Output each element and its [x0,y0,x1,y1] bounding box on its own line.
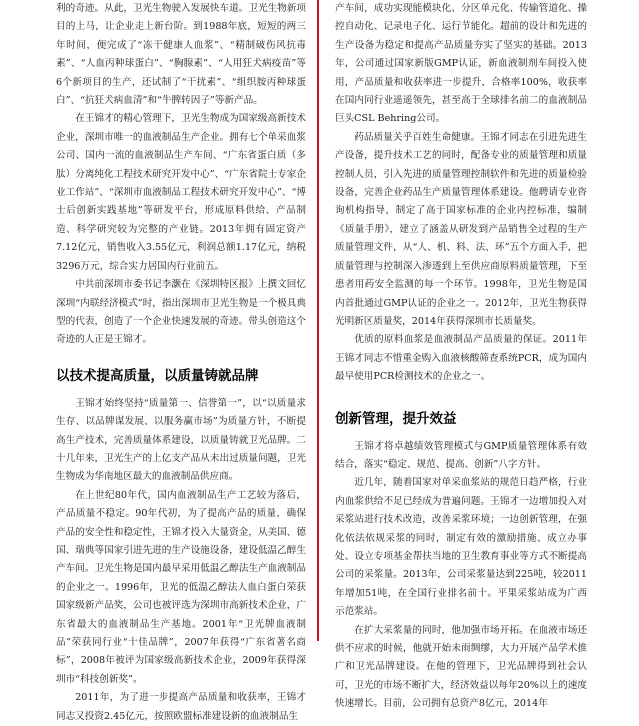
section-heading-quality: 以技术提高质量，以质量铸就品牌 [56,367,259,384]
paragraph: 优质的原料血浆是血液制品产品质量的保证。2011年王锦才同志不惜重金购入血液核酸筛查系统PCR，成为国内最早使用PCR检测技术的企业之一。 [335,334,587,383]
paragraph: 药品质量关乎百姓生命健康。王锦才同志在引进先进生产设备，提升技术工艺的同时，配备专业的质量管理和质量控制人员，引入先进的质量管理控制软件和先进的质量检验设备，完善企业药品生产质量管理体系建设。他聘请专业咨询机构指导，制定了高于国家标准的企业内控标准，编制《质量手册》，建立了涵盖从研发到产品销售全过程的生产质量管理文件，从“人、机、料、法、环”五个方面入手，把质量管理与控制深入渗透到上至供应商原料质量管理，下至患者用药安全监测的每一个环节。1998年，卫光生物是国内首批通过GMP认证的企业之一。2012年，卫光生物获得光明新区质量奖，2014年获得深圳市长质量奖。 [335,131,587,327]
paragraph: 产车间，成功实现能模块化、分区单元化、传输管道化、操控自动化、记录电子化、运行节能化。超前的设计和先进的生产设备为稳定和提高产品质量夯实了坚实的基础。2013年，公司通过国家新版GMP认证，新血液制剂车间投入使用，产品质量和收获率进一步提升，合格率100%，收获率在国内同行业遥遥领先，甚至高于全球排名前二的血液制品巨头CSL Behring公司。 [335,3,587,125]
paragraph: 王锦才始终坚持“质量第一、信誉第一”，以“以质量求生存、以品牌谋发展、以服务赢市场”为质量方针，不断提高生产技术，完善质量体系建设，以质量铸就卫光品牌。二十几年来，卫光生产的上亿支产品从未出过质量问题，卫光生物成为华南地区最大的血液制品供应商。 [56,397,306,483]
paragraph: 近几年，随着国家对单采血浆站的规范日趋严格，行业内血浆供给不足已经成为普遍问题。王锦才一边增加投入对采浆站进行技术改造，改善采浆环境；一边创新管理，在强化依法依规采浆的同时，制定有效的激励措施、成立办事处、设立专项基金帮扶当地的卫生教育事业等方式不断提高公司的采浆量。2013年，公司采浆量达到225吨，较2011年增加51吨，在全国行业排名前十。平果采浆站成为广西示范浆站。 [335,477,587,618]
left-column [56,0,306,722]
paragraph: 中共前深圳市委书记李灏在《深圳特区报》上撰文回忆深圳“内联经济模式”时，指出深圳市卫光生物是一个极具典型的代表，创造了一个企业快速发展的奇迹。带头创造这个奇迹的人正是王锦才。 [56,279,306,346]
paragraph: 2011年，为了进一步提高产品质量和收获率，王锦才同志又投资2.45亿元，按照欧盟标准建设新的血液制品生 [56,692,306,722]
section-heading-management: 创新管理，提升效益 [335,410,457,427]
paragraph: 利的奇迹。从此，卫光生物驶入发展快车道。卫光生物新项目的上马，让企业走上新台阶。到1988年底，短短的两三年时间，便完成了“冻干健康人血浆”、“精制破伤风抗毒素”、“人血丙种球蛋白”、“胸腺素”、“人用狂犬病疫苗”等6个新项目的生产，还试制了“干扰素”、“组织胺丙种球蛋白”、“抗狂犬病血清”和“牛脾转因子”等新产品。 [56,3,306,107]
paragraph: 在扩大采浆量的同时，他加强市场开拓。在血液市场还供不应求的时候，他就开始未雨绸缪，大力开展产品学术推广和卫光品牌建设。在他的管理下，卫光品牌得到社会认可，卫光的市场不断扩大，经济效益以每年20%以上的速度快速增长。目前，公司拥有总资产8亿元，2014年 [335,624,587,710]
paragraph: 在上世纪80年代，国内血液制品生产工艺较为落后，产品质量不稳定。90年代初，为了提高产品的质量，确保产品的安全性和稳定性，王锦才投入大量资金，从美国、德国、瑞典等国家引进先进的生产设施设备，建设低温乙醇生产车间。卫光生物是国内最早采用低温乙醇法生产血液制品的企业之一。1996年，卫光的低温乙醇法人血白蛋白荣获国家级新产品奖，公司也被评选为深圳市高新技术企业，广东省最大的血液制品生产基地。2001年“卫光牌血液制品”荣获同行业“十佳品牌”，2007年获得“广东省著名商标”，2008年被评为国家级高新技术企业，2009年获得深圳市“科技创新奖”。 [56,489,306,685]
paragraph: 王锦才将卓越绩效管理模式与GMP质量管理体系有效结合，落实“稳定、规范、提高、创新”八字方针。 [335,440,587,470]
right-column [335,0,587,710]
paragraph: 在王锦才的精心管理下，卫光生物成为国家级高新技术企业，深圳市唯一的血液制品生产企业。拥有七个单采血浆公司、国内一流的血液制品生产车间、“广东省蛋白质（多肽）分离纯化工程技术研究开发中心”、“广东省院士专家企业工作站”、“深圳市血液制品工程技术研究开发中心”、“博士后创新实践基地”等研发平台，形成原料供给、产品制造、科学研究较为完整的产业链。2013年拥有固定资产7.12亿元，销售收入3.55亿元，利润总额1.17亿元，纳税3296万元，综合实力居国内行业前五。 [56,113,306,272]
column-divider [317,0,319,641]
